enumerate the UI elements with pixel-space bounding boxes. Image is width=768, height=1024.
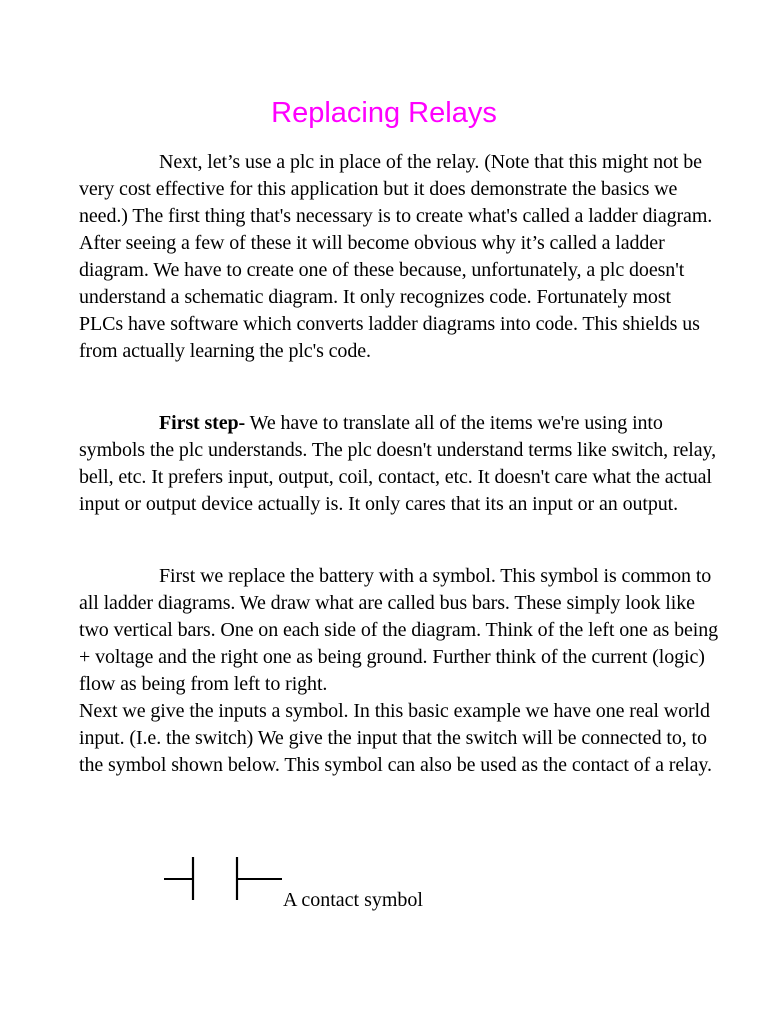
paragraph-first-step-text: We have to translate all of the items we're using into symbols the plc understands. The plc doesn't understand terms like switch, relay, bell, etc. It prefers input, output, coil, contact, etc. It doesn't care what the actual input or output device actually is. It only cares that its an input or an output. xyxy=(79,412,717,515)
paragraph-bus-bars-text: First we replace the battery with a symbol. This symbol is common to all ladder diagrams. We draw what are called bus bars. These simply look like two vertical bars. One on each side of the diagram. Think of the left one as being + voltage and the right one as being ground. Further think of the current (logic) flow as being from left to right. xyxy=(79,565,718,695)
contact-symbol-icon xyxy=(160,852,290,904)
paragraph-bus-bars xyxy=(79,563,719,779)
paragraph-intro xyxy=(79,149,719,365)
page-title: Replacing Relays xyxy=(271,97,497,129)
paragraph-first-step xyxy=(79,410,719,518)
figure-caption: A contact symbol xyxy=(283,889,423,911)
first-step-lead: First step- xyxy=(159,412,246,434)
paragraph-inputs-text: Next we give the inputs a symbol. In this basic example we have one real world input. (I.e. the switch) We give the input that the switch will be connected to, to the symbol shown below. This symbol can also be used as the contact of a relay. xyxy=(79,700,712,776)
paragraph-intro-text: Next, let’s use a plc in place of the relay. (Note that this might not be very cost effective for this application but it does demonstrate the basics we need.) The first thing that's necessary is to create what's called a ladder diagram. After seeing a few of these it will become obvious why it’s called a ladder diagram. We have to create one of these because, unfortunately, a plc doesn't understand a schematic diagram. It only recognizes code. Fortunately most PLCs have software which converts ladder diagrams into code. This shields us from actually learning the plc's code. xyxy=(79,151,713,362)
